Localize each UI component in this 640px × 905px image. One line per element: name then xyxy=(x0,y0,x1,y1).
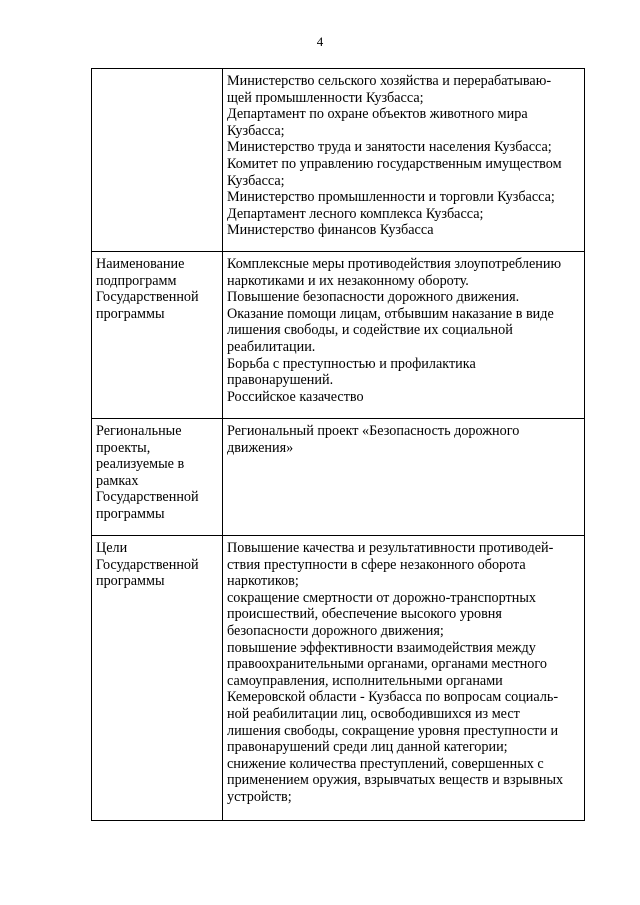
table-row-goals xyxy=(92,536,585,821)
goal-line: безопасности дорожного движения; xyxy=(227,622,444,639)
subprogram-line: лишения свободы, и содействие их социальной xyxy=(227,322,513,339)
row-value-cell xyxy=(223,419,585,536)
row-label-cell xyxy=(92,69,223,252)
participant-line: Министерство промышленности и торговли Кузбасса; xyxy=(227,189,555,206)
goal-line: Повышение качества и результативности противодей- xyxy=(227,540,554,556)
table-row-regional-projects xyxy=(92,419,585,536)
row-label-line: подпрограмм xyxy=(96,272,177,289)
row-label-line: Наименование xyxy=(96,256,185,272)
subprogram-line: Повышение безопасности дорожного движения. xyxy=(227,289,520,306)
subprogram-line: реабилитации. xyxy=(227,338,316,355)
subprogram-line: Оказание помощи лицам, отбывшим наказание в виде xyxy=(227,305,554,322)
regional-project-line: движения» xyxy=(227,439,294,456)
goal-line: самоуправления, исполнительными органами xyxy=(227,672,503,689)
goal-line: происшествий, обеспечение высокого уровня xyxy=(227,606,502,623)
goal-line: лишения свободы, сокращение уровня преступности и xyxy=(227,722,559,739)
row-value-cell xyxy=(223,252,585,419)
table-row-participants xyxy=(92,69,585,252)
goal-line: правоохранительными органами, органами местного xyxy=(227,656,547,673)
row-value-cell xyxy=(223,536,585,821)
subprogram-line: правонарушений. xyxy=(227,372,334,389)
goal-line: ной реабилитации лиц, освободившихся из мест xyxy=(227,705,520,722)
goal-line: устройств; xyxy=(227,788,292,805)
goal-line: повышение эффективности взаимодействия между xyxy=(227,639,536,656)
subprogram-line: Комплексные меры противодействия злоупотреблению xyxy=(227,256,562,272)
participant-line: Департамент по охране объектов животного мира xyxy=(227,106,528,123)
participant-line: Министерство сельского хозяйства и перерабатываю- xyxy=(227,73,552,89)
row-label-cell xyxy=(92,252,223,419)
goal-line: снижение количества преступлений, совершенных с xyxy=(227,755,544,772)
row-label-line: программы xyxy=(96,505,165,522)
participant-line: Кузбасса; xyxy=(227,122,285,139)
row-value-cell xyxy=(223,69,585,252)
subprogram-line: Борьба с преступностью и профилактика xyxy=(227,355,476,372)
subprogram-line: наркотиками и их незаконному обороту. xyxy=(227,272,469,289)
goal-line: Кемеровской области - Кузбасса по вопросам социаль- xyxy=(227,689,559,706)
row-label-cell xyxy=(92,419,223,536)
row-label-line: рамках xyxy=(96,472,139,489)
row-label-line: Государственной xyxy=(96,556,199,573)
goal-line: наркотиков; xyxy=(227,573,299,590)
row-label-line: Региональные xyxy=(96,423,182,439)
participant-line: Комитет по управлению государственным имуществом xyxy=(227,155,562,172)
row-label-line: реализуемые в xyxy=(96,456,185,473)
row-label-line: Цели xyxy=(96,540,128,556)
participant-line: щей промышленности Кузбасса; xyxy=(227,89,424,106)
page-number: 4 xyxy=(316,34,324,49)
regional-project-line: Региональный проект «Безопасность дорожного xyxy=(227,423,520,439)
goal-line: ствия преступности в сфере незаконного оборота xyxy=(227,556,526,573)
row-label-cell xyxy=(92,536,223,821)
row-label-line: проекты, xyxy=(96,439,151,456)
participant-line: Кузбасса; xyxy=(227,172,285,189)
row-label-line: Государственной xyxy=(96,489,199,506)
participant-line: Министерство финансов Кузбасса xyxy=(227,222,434,239)
row-label-line: программы xyxy=(96,305,165,322)
row-label-line: Государственной xyxy=(96,289,199,306)
goal-line: правонарушений среди лиц данной категории; xyxy=(227,739,508,756)
participant-line: Министерство труда и занятости населения Кузбасса; xyxy=(227,139,552,156)
program-passport-table xyxy=(91,68,585,821)
goal-line: сокращение смертности от дорожно-транспортных xyxy=(227,589,536,606)
goal-line: применением оружия, взрывчатых веществ и взрывных xyxy=(227,772,564,789)
row-label-line: программы xyxy=(96,573,165,590)
subprogram-line: Российское казачество xyxy=(227,388,364,405)
table-row-subprograms xyxy=(92,252,585,419)
participant-line: Департамент лесного комплекса Кузбасса; xyxy=(227,205,484,222)
